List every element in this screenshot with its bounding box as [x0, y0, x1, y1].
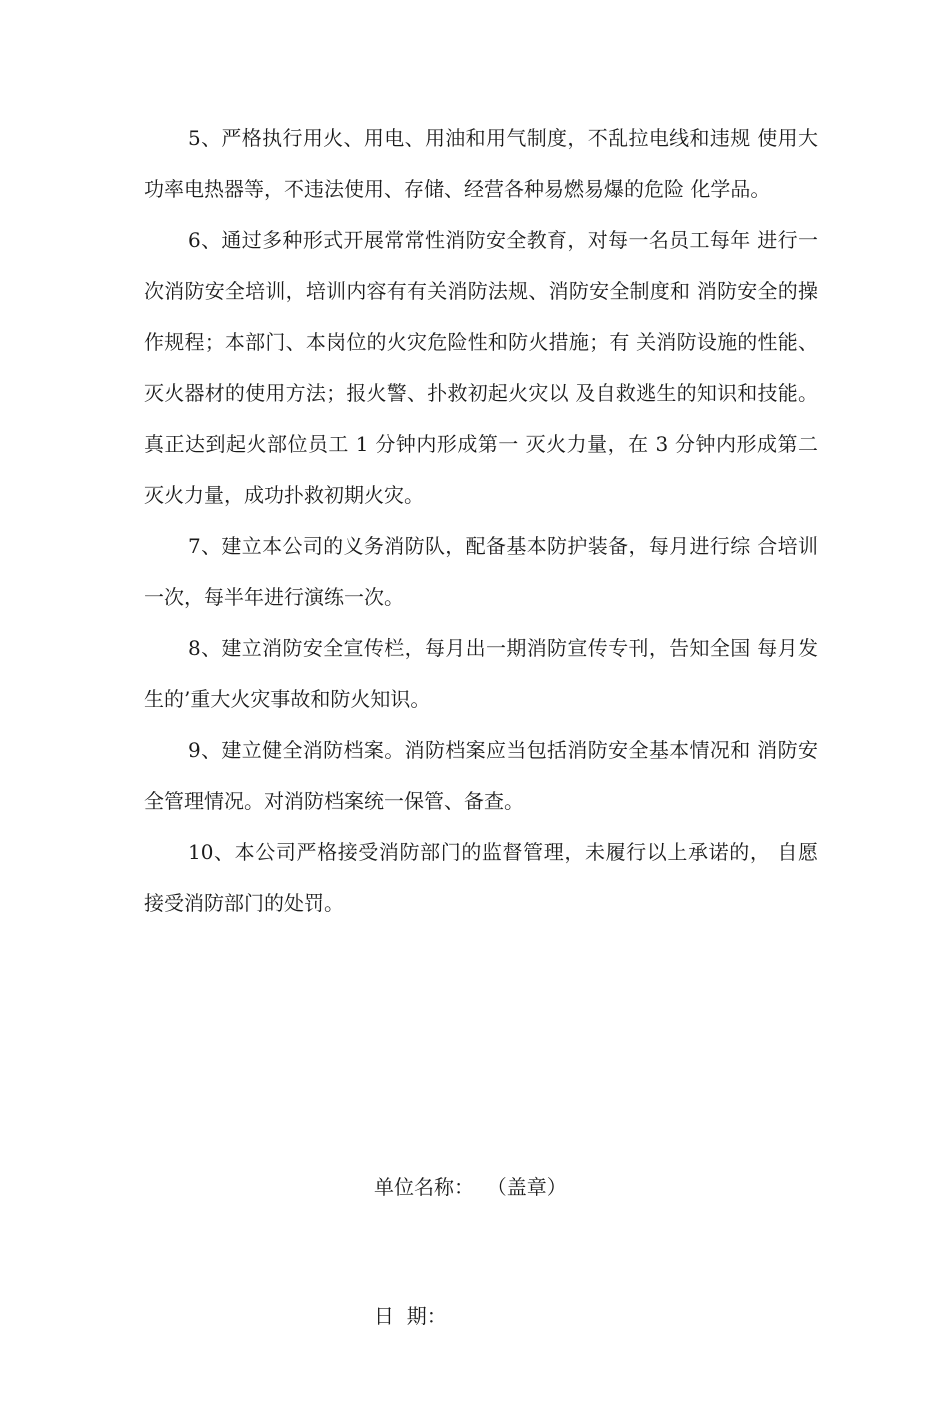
signature-block [374, 1080, 567, 1424]
unit-name-line: 单位名称： （盖章） [374, 1175, 567, 1199]
paragraph-item-6: 6、通过多种形式开展常常性消防安全教育，对每一名员工每年 进行一次消防安全培训，培训内容有有关消防法规、消防安全制度和 消防安全的操作规程；本部门、本岗位的火灾危险性和防火措施；有 关消防设施的性能、灭火器材的使用方法；报火警、扑救初起火灾以 及自救逃生的知识和技能。真正达到起火部位员工 1 分钟内形成第一 灭火力量，在 3 分钟内形成第二灭火力量，成功扑救初期火灾。 [144, 228, 818, 507]
date-line: 日 期： [374, 1304, 447, 1328]
paragraph-item-10: 10、本公司严格接受消防部门的监督管理，未履行以上承诺的， 自愿接受消防部门的处罚。 [144, 840, 818, 915]
paragraph-item-8: 8、建立消防安全宣传栏，每月出一期消防宣传专刊，告知全国 每月发生的’重大火灾事故和防火知识。 [144, 636, 818, 711]
paragraph-item-7: 7、建立本公司的义务消防队，配备基本防护装备，每月进行综 合培训一次，每半年进行演练一次。 [144, 534, 818, 609]
paragraph-item-5: 5、严格执行用火、用电、用油和用气制度，不乱拉电线和违规 使用大功率电热器等，不违法使用、存储、经营各种易燃易爆的危险 化学品。 [144, 126, 818, 201]
paragraph-item-9: 9、建立健全消防档案。消防档案应当包括消防安全基本情况和 消防安全管理情况。对消防档案统一保管、备查。 [144, 738, 818, 813]
document-body [144, 113, 818, 929]
